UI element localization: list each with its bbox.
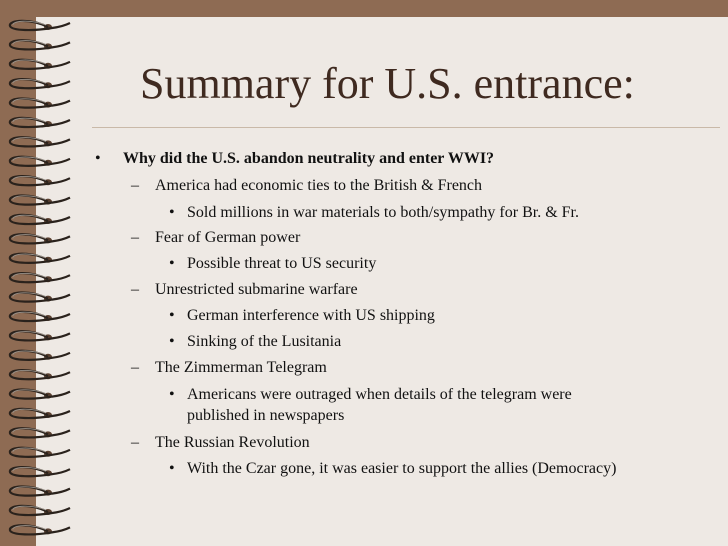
binding-ring xyxy=(10,467,70,476)
reason-detail: With the Czar gone, it was easier to support the allies (Democracy) xyxy=(187,460,617,477)
binding-ring xyxy=(10,331,70,340)
binding-ring xyxy=(10,370,70,379)
binding-ring xyxy=(10,176,70,185)
dash-marker: – xyxy=(131,281,139,298)
dash-marker: – xyxy=(131,434,139,451)
binding-ring xyxy=(10,40,70,49)
binding-ring xyxy=(10,351,70,360)
binding-ring xyxy=(10,312,70,321)
bullet-marker: • xyxy=(169,333,175,350)
binding-ring xyxy=(10,79,70,88)
binding-ring xyxy=(10,292,70,301)
binding-ring xyxy=(10,506,70,515)
reason-label: Unrestricted submarine warfare xyxy=(155,281,358,298)
reason-label: The Zimmerman Telegram xyxy=(155,359,327,376)
binding-ring xyxy=(10,98,70,107)
reason-detail: Sold millions in war materials to both/sympathy for Br. & Fr. xyxy=(187,204,579,221)
dash-marker: – xyxy=(131,177,139,194)
reason-detail: Possible threat to US security xyxy=(187,255,377,272)
binding-ring xyxy=(10,118,70,127)
reason-label: Fear of German power xyxy=(155,229,301,246)
reason-detail: Americans were outraged when details of the telegram were xyxy=(187,386,572,403)
bullet-marker: • xyxy=(169,307,175,324)
binding-ring xyxy=(10,486,70,495)
reason-label: The Russian Revolution xyxy=(155,434,310,451)
binding-ring xyxy=(10,60,70,69)
bullet-marker: • xyxy=(169,255,175,272)
bullet-marker: • xyxy=(169,460,175,477)
binding-ring xyxy=(10,21,70,30)
title-divider xyxy=(92,127,720,128)
reason-detail: German interference with US shipping xyxy=(187,307,435,324)
slide-title: Summary for U.S. entrance: xyxy=(140,59,635,108)
dash-marker: – xyxy=(131,359,139,376)
dash-marker: – xyxy=(131,229,139,246)
bullet-marker: • xyxy=(169,386,175,403)
bullet-marker: • xyxy=(169,204,175,221)
binding-ring xyxy=(10,254,70,263)
binding-ring xyxy=(10,195,70,204)
binding-ring xyxy=(10,428,70,437)
reason-detail-continued: published in newspapers xyxy=(187,407,345,424)
binding-ring xyxy=(10,525,70,534)
binding-ring xyxy=(10,409,70,418)
main-question: Why did the U.S. abandon neutrality and enter WWI? xyxy=(123,150,495,167)
binding-ring xyxy=(10,273,70,282)
binding-ring xyxy=(10,448,70,457)
binding-ring xyxy=(10,157,70,166)
binding-ring xyxy=(10,389,70,398)
bullet-marker: • xyxy=(95,150,101,167)
binding-ring xyxy=(10,215,70,224)
reason-label: America had economic ties to the British & French xyxy=(155,177,483,194)
binding-ring xyxy=(10,234,70,243)
reason-detail: Sinking of the Lusitania xyxy=(187,333,342,350)
binding-ring xyxy=(10,137,70,146)
spiral-binding xyxy=(0,0,80,546)
